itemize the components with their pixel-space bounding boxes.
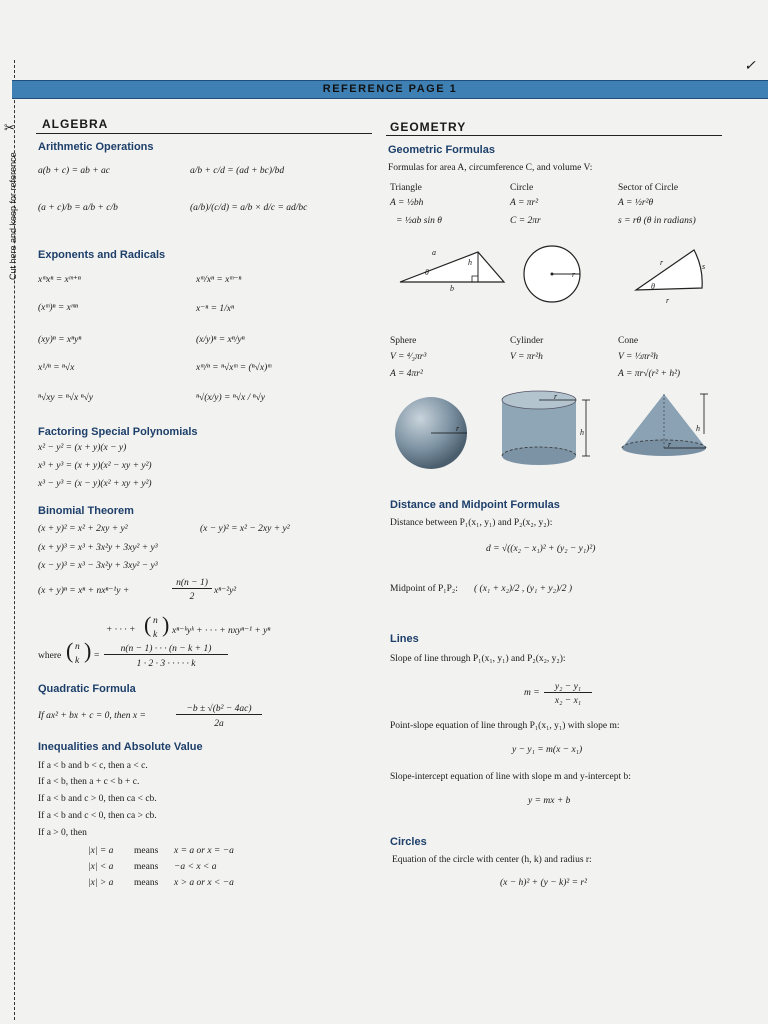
formula: xⁿ⁻²y² [214, 586, 237, 596]
label-r: r [572, 270, 576, 279]
formula: (x/y)ⁿ = xⁿ/yⁿ [196, 335, 245, 345]
formula: A = πr√(r² + h²) [618, 369, 681, 379]
formula: (x + y)³ = x³ + 3x²y + 3xy² + y³ [38, 543, 158, 553]
ineq-line: If a < b and c < 0, then ca > cb. [38, 811, 157, 821]
circles-heading: Circles [390, 836, 427, 848]
paren-right: ) [84, 638, 92, 663]
formula: V = πr²h [510, 352, 543, 362]
fraction-den: 2a [214, 719, 224, 729]
binom-n: n [153, 616, 158, 626]
formula: (x + y)² = x² + 2xy + y² [38, 524, 128, 534]
formula: xᵐ/ⁿ = ⁿ√xᵐ = (ⁿ√x)ᵐ [196, 363, 272, 373]
circle-name: Circle [510, 183, 534, 193]
fraction-num: −b ± √(b² − 4ac) [176, 704, 262, 715]
geo-formulas-heading: Geometric Formulas [388, 144, 495, 156]
formula: (x + y)ⁿ = xⁿ + nxⁿ⁻¹y + [38, 586, 130, 596]
geometry-title: GEOMETRY [390, 120, 467, 134]
distance-formula: d = √((x₂ − x₁)² + (y₂ − y₁)²) [486, 544, 596, 554]
binom-n: n [75, 642, 80, 652]
dist-heading: Distance and Midpoint Formulas [390, 499, 560, 511]
formula: = ½ab sin θ [396, 216, 442, 226]
formula: A = ½bh [390, 198, 424, 208]
formula: ⁿ√(x/y) = ⁿ√x / ⁿ√y [196, 393, 266, 403]
abs-lhs: |x| < a [88, 862, 114, 872]
formula: A = ½r²θ [618, 198, 654, 208]
point-slope-intro: Point-slope equation of line through P₁(x₁, y₁) with slope m: [390, 721, 620, 731]
exp-heading: Exponents and Radicals [38, 249, 166, 261]
algebra-rule [36, 133, 372, 134]
fraction-den: x₂ − x₁ [554, 696, 582, 706]
abs-means: means [134, 862, 159, 872]
formula: s = rθ (θ in radians) [618, 216, 696, 226]
formula: (x − y)³ = x³ − 3x²y + 3xy² − y³ [38, 561, 158, 571]
formula: C = 2πr [510, 216, 541, 226]
formula: ⁿ√xy = ⁿ√x ⁿ√y [38, 393, 94, 403]
paren-left: ( [66, 638, 74, 663]
fraction-num: y₂ − y₁ [544, 682, 592, 693]
label-r: r [456, 424, 460, 433]
label-r: r [660, 258, 664, 267]
abs-lhs: |x| = a [88, 846, 114, 856]
formula: (a + c)/b = a/b + c/b [38, 203, 118, 213]
formula: V = ⁴⁄₃πr³ [390, 352, 427, 362]
lines-intro: Slope of line through P₁(x₁, y₁) and P₂(x₂, y₂): [390, 654, 566, 664]
formula: xᵐ/xⁿ = xᵐ⁻ⁿ [196, 275, 242, 285]
abs-rhs: x > a or x < −a [174, 878, 234, 888]
cone-figure [618, 390, 718, 470]
formula: x² − y² = (x + y)(x − y) [38, 443, 127, 453]
fraction-num: n(n − 1) · · · (n − k + 1) [104, 644, 228, 655]
circles-intro: Equation of the circle with center (h, k) and radius r: [392, 855, 592, 865]
label-s: s [702, 262, 706, 271]
abs-rhs: −a < x < a [174, 862, 217, 872]
abs-means: means [134, 878, 159, 888]
formula: xᵐxⁿ = xᵐ⁺ⁿ [38, 275, 81, 285]
fraction-num: n(n − 1) [172, 578, 212, 589]
check-mark: ✓ [744, 59, 756, 74]
lines-heading: Lines [390, 633, 419, 645]
point-slope-formula: y − y₁ = m(x − x₁) [512, 745, 583, 755]
geo-intro: Formulas for area A, circumference C, and volume V: [388, 163, 593, 173]
formula: (xᵐ)ⁿ = xᵐⁿ [38, 303, 78, 313]
label-theta: θ [651, 282, 655, 291]
label-h: h [468, 258, 472, 267]
formula: a(b + c) = ab + ac [38, 166, 110, 176]
abs-lhs: |x| > a [88, 878, 114, 888]
fraction-den: 2 [189, 592, 195, 602]
binom-heading: Binomial Theorem [38, 505, 134, 517]
label-b: b [450, 284, 454, 293]
formula: V = ⅓πr²h [618, 352, 658, 362]
factor-heading: Factoring Special Polynomials [38, 426, 198, 438]
label-r: r [666, 296, 670, 305]
abs-means: means [134, 846, 159, 856]
sector-name: Sector of Circle [618, 183, 679, 193]
slope-intercept-formula: y = mx + b [528, 796, 571, 806]
sphere-name: Sphere [390, 336, 417, 346]
ineq-line: If a < b and b < c, then a < c. [38, 761, 148, 771]
label-r: r [668, 440, 672, 449]
cylinder-name: Cylinder [510, 336, 544, 346]
sphere-figure [393, 395, 473, 475]
label-h: h [696, 424, 700, 433]
formula: x³ − y³ = (x − y)(x² + xy + y²) [38, 479, 152, 489]
slope-m: m = [524, 688, 540, 698]
scissors-icon: ✂ [4, 120, 15, 135]
formula: x⁻ⁿ = 1/xⁿ [196, 304, 234, 314]
paren-right: ) [162, 612, 170, 637]
banner [12, 80, 768, 99]
sector-figure [632, 244, 707, 299]
geometry-rule [386, 135, 722, 136]
ineq-line: If a > 0, then [38, 828, 87, 838]
midpoint-label: Midpoint of P₁P₂: [390, 584, 458, 594]
algebra-title: ALGEBRA [42, 117, 109, 131]
ineq-line: If a < b and c > 0, then ca < cb. [38, 794, 157, 804]
triangle-name: Triangle [390, 183, 422, 193]
cut-here-note: Cut here and keep for reference [8, 152, 18, 280]
dist-intro: Distance between P₁(x₁, y₁) and P₂(x₂, y₂): [390, 518, 553, 528]
abs-rhs: x = a or x = −a [174, 846, 234, 856]
formula: x³ + y³ = (x + y)(x² − xy + y²) [38, 461, 152, 471]
label-h: h [580, 428, 584, 437]
banner-title: REFERENCE PAGE 1 [322, 83, 458, 95]
formula: xⁿ⁻ᵏyᵏ + · · · + nxyⁿ⁻¹ + yⁿ [172, 626, 271, 636]
slope-intercept-intro: Slope-intercept equation of line with slope m and y-intercept b: [390, 772, 631, 782]
label-a: a [432, 248, 436, 257]
formula: (a/b)/(c/d) = a/b × d/c = ad/bc [190, 203, 308, 213]
ineq-heading: Inequalities and Absolute Value [38, 741, 203, 753]
formula: a/b + c/d = (ad + bc)/bd [190, 166, 285, 176]
formula: A = πr² [510, 198, 539, 208]
formula: (x − y)² = x² − 2xy + y² [200, 524, 290, 534]
fraction-den: 1 · 2 · 3 · · · · · k [136, 659, 196, 669]
equals-sign: = [94, 651, 100, 661]
formula: A = 4πr² [390, 369, 423, 379]
formula: x¹/ⁿ = ⁿ√x [38, 363, 75, 373]
label-theta: θ [425, 268, 429, 277]
ineq-line: If a < b, then a + c < b + c. [38, 777, 140, 787]
binom-k: k [75, 656, 80, 666]
formula: If ax² + bx + c = 0, then x = [38, 711, 146, 721]
formula: (xy)ⁿ = xⁿyⁿ [38, 335, 82, 345]
binom-k: k [153, 630, 158, 640]
where-label: where [38, 651, 62, 661]
label-r: r [554, 392, 558, 401]
paren-left: ( [144, 612, 152, 637]
cone-name: Cone [618, 336, 639, 346]
arith-heading: Arithmetic Operations [38, 141, 154, 153]
circle-equation: (x − h)² + (y − k)² = r² [500, 878, 587, 888]
midpoint-formula: ( (x₁ + x₂)/2 , (y₁ + y₂)/2 ) [474, 584, 573, 594]
quad-heading: Quadratic Formula [38, 683, 136, 695]
formula: + · · · + [106, 625, 136, 635]
